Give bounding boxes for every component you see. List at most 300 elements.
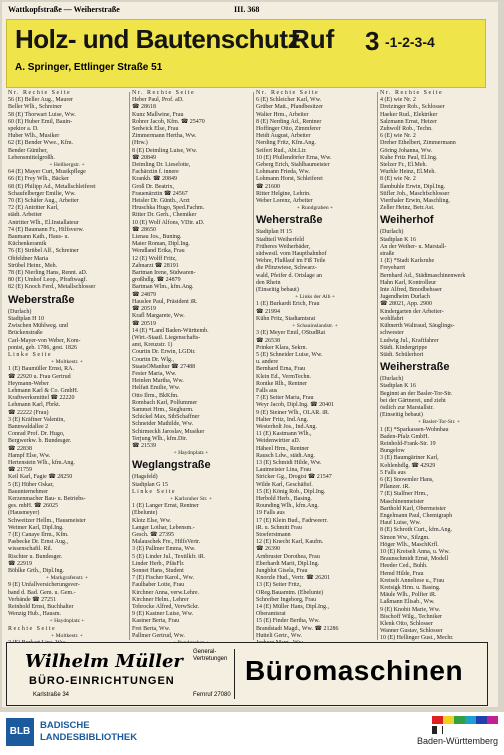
- entry-line: Jugendheim Durlach: [380, 294, 430, 301]
- entry-line: Weber Lorenz, Arbeiter: [256, 198, 313, 205]
- entry-line: Heymann-Weber: [8, 380, 49, 387]
- color-scale-bar: [432, 716, 498, 732]
- entry-line: 68 (E) Philipp Ad., Metallschleiferei: [8, 183, 96, 190]
- column-divider: [377, 92, 378, 640]
- entry-line: 15 (E) König Rob., Dipl.Ing.: [256, 488, 326, 495]
- entry-line: die Pfinzwiese, Schwarz-: [256, 265, 317, 272]
- entry-line: Hahn Karl, Kontrolleur: [380, 279, 437, 286]
- entry-line: 14 (E) *Land Baden-Württemb.: [132, 327, 209, 334]
- entry-line: Zahnarzt ☎ 28191: [132, 262, 179, 269]
- entry-line: Hemd Hilde, Frau: [380, 570, 424, 577]
- entry-line: Inte Alfred, Bmodbehsser: [380, 287, 442, 294]
- entry-line: Tobrocke Alfred, VerwSckr.: [132, 604, 200, 611]
- entry-line: Wendland Erika, Frau: [132, 248, 185, 255]
- side-heading: Nr. Rechte Seite: [256, 90, 320, 96]
- entry-line: Ritter Dr. Gerh., Chemiker: [132, 212, 197, 219]
- library-footer: [0, 712, 504, 755]
- entry-line: Lienau Jos., Buning.: [132, 234, 182, 241]
- entry-line: Lohmann Horst, Schleiferei: [256, 176, 323, 183]
- side-heading: Nr. Rechte Seite: [8, 90, 72, 96]
- entry-line: Häheel Hrm., Rentner: [256, 445, 309, 452]
- entry-line: Courtin Dr. Erwin, LGDir.: [132, 349, 196, 356]
- entry-line: Hauf Luise, Ww.: [380, 520, 421, 527]
- entry-line: Prinker Klara, Sekrn.: [256, 344, 307, 351]
- entry-line: Frauenärztin ☎ 24567: [132, 190, 188, 197]
- entry-line: (Durlach): [380, 376, 404, 383]
- entry-line: Stadtplan K 16: [380, 383, 416, 390]
- entry-line: Lehmann Karl, Fbrkt.: [8, 402, 61, 409]
- entry-line: Schaufelberger Emilie, Ww.: [8, 190, 76, 197]
- entry-line: ☎ 26538: [256, 337, 280, 344]
- entry-line: 5 (E) Hüber Oskar,: [8, 481, 54, 488]
- entry-line: Bernhard Ad., Städtmaschinenwerk: [380, 272, 466, 279]
- entry-line: Rontke Rlh., Rentner: [256, 380, 307, 387]
- banner-headline: Holz- und Bautenschutz: [15, 24, 301, 54]
- entry-line: Kuhe Fritz Paul, El.Ing.: [380, 154, 438, 161]
- entry-line: 80 (E) Umhof Leop., Pfraftwagf.: [8, 277, 88, 284]
- entry-line: Fester Maria, Ww.: [132, 370, 177, 377]
- entry-line: 8 (E) Nerding Ad., Rentner: [256, 118, 322, 125]
- entry-line: (Einseitig bebaut): [380, 412, 423, 419]
- entry-line: (Ebelunte): [132, 510, 158, 517]
- entry-line: 62 (E) Bender Wwe., Kfm.: [8, 140, 74, 147]
- entry-line: Höger Wlh., MaschKrfl.: [380, 541, 439, 548]
- entry-line: Lautmeister Lina, Frau: [256, 467, 312, 474]
- entry-line: u. andere: [256, 359, 278, 366]
- entry-line: 3 (E) Pallmer Emma, Ww.: [132, 546, 196, 553]
- entry-line: Stadtplan H 15: [256, 229, 292, 236]
- entry-line: Strübel Heinr., Meh.: [8, 262, 58, 269]
- entry-line: 3 (E) Baumgärtner Karl,: [380, 455, 439, 462]
- entry-line: Küchenkeramik: [8, 241, 47, 248]
- cross-street: + Moltkestr. +: [51, 632, 83, 639]
- entry-line: Ludwig Jul., Kraftfahrer: [380, 337, 439, 344]
- blb-logo[interactable]: BLB: [6, 718, 34, 746]
- entry-line: 9 (E) Kastner Luise, Ww.: [132, 611, 194, 618]
- entry-line: 6 (E) Schleicher Karl, Ww.: [256, 97, 322, 104]
- entry-line: Salzmann Ernst, Heizer: [380, 118, 437, 125]
- entry-line: Rombach Karl, Polfummer: [132, 399, 198, 406]
- ad-divider: [234, 649, 235, 699]
- entry-line: Frei Berta, Ww.: [132, 625, 171, 632]
- entry-line: Krankh. ☎ 20849: [132, 176, 177, 183]
- entry-line: ☎ 22838: [8, 445, 32, 452]
- entry-line: spektor a. D.: [8, 126, 39, 133]
- column-divider: [129, 92, 130, 640]
- entry-line: Stelzer Fr., El.Meh.: [380, 162, 427, 169]
- entry-line: Huber Wlh., Musiker: [8, 133, 60, 140]
- column-4: [380, 90, 498, 642]
- entry-line: 13 (E) Schmidt Hilde, Ww.: [256, 459, 322, 466]
- advert-bottom: [6, 642, 488, 706]
- entry-line: 10 (E) Pfullendörfer Erna, Ww.: [256, 154, 332, 161]
- entry-line: wohlfahrt: [380, 315, 404, 322]
- entry-line: ☎ 20519: [132, 306, 156, 313]
- street-title: Weglangstraße: [132, 459, 211, 472]
- entry-line: Antritter Wlh., El.Installateur: [8, 219, 79, 226]
- entry-line: Beller Wlh., Schreiner: [8, 104, 62, 111]
- scale-swatch-magenta: [487, 716, 498, 724]
- entry-line: 11 (E) Kastmann Wlh.,: [256, 431, 312, 438]
- cross-street: + Hellbergstr. +: [49, 162, 85, 169]
- header-street-range: Wattkopfstraße — Weiherstraße: [8, 5, 120, 14]
- entry-line: 72 (E) Antritter Karl,: [8, 205, 59, 212]
- entry-line: ☎ 20849: [132, 154, 156, 161]
- entry-line: Klein Ed., VermTechn.: [256, 373, 311, 380]
- entry-line: 9 (E) Steiner Wlh., OLAR. iR.: [256, 409, 330, 416]
- cross-street: + Schauinslandstr. +: [292, 323, 338, 330]
- entry-line: Stadtteil Weiherfeld: [256, 236, 304, 243]
- entry-line: (Durlach): [380, 229, 404, 236]
- entry-line: ☎ 28618: [132, 104, 156, 111]
- entry-line: iR. u. Schmitt Frau: [256, 524, 302, 531]
- entry-line: 10 (E) Kreiselt Anna, u. Ww.: [380, 548, 450, 555]
- entry-line: Schirmeckh Jaroslav, Musiker: [132, 428, 205, 435]
- entry-line: Freyeharrt: [380, 265, 405, 272]
- entry-line: Seifert Rud., Abt.Ltr.: [256, 147, 307, 154]
- entry-line: Pflanzer. iR.: [380, 484, 410, 491]
- entry-line: 19 Falls aus: [256, 510, 285, 517]
- entry-line: Sonnet Hans, Student: [132, 568, 184, 574]
- entry-line: Rohrer Jacob, Kfm. ☎ 25470: [132, 118, 205, 125]
- entry-line: Sammet Hrm., Sieghurm.: [132, 406, 194, 413]
- entry-line: Courtin Dr. Wlg.,: [132, 356, 175, 363]
- entry-line: Oberamtsrat: [256, 611, 286, 618]
- entry-line: Groß Dr. Beatrix,: [132, 183, 174, 190]
- entry-line: den Rhein: [256, 279, 281, 286]
- entry-line: Stadtplan K 16: [380, 236, 416, 243]
- entry-line: Hoffinger Otto, Zimmferer: [256, 126, 321, 133]
- entry-line: Hruschka Hugo, Sped.Fachm.: [132, 205, 205, 212]
- entry-line: Kerzenmacher Bau- u. Betriebs-: [8, 495, 86, 502]
- cross-street: + Moltkestr. +: [51, 359, 83, 366]
- entry-line: Baden-Pfalz GmbH.: [380, 433, 429, 440]
- ad-gen-line2: Vertretungen: [193, 656, 228, 662]
- entry-line: Zuhwolf Rob., Techn.: [380, 126, 433, 133]
- entry-line: Wehre, Flußlauf im Fiß Teile: [256, 258, 326, 265]
- entry-line: Bungelow: [380, 448, 405, 455]
- entry-line: Fachärztin f. innere: [132, 169, 179, 176]
- entry-line: Wurhle Heinz, El.Meh.: [380, 169, 436, 176]
- entry-line: (Hagsfeld): [132, 474, 158, 481]
- entry-line: Barthold Karl, Obermeister: [380, 505, 446, 512]
- entry-line: ☎ 26390: [256, 546, 280, 553]
- entry-line: Langer Lothar, Lebensm.-: [132, 524, 195, 531]
- entry-line: Klenk Otto, Schlosser: [380, 621, 433, 628]
- entry-line: wald, Pfeifer d. Ortslage an: [256, 272, 322, 279]
- entry-line: Malauschek Fre., HilfsVertr.: [132, 539, 201, 546]
- entry-line: ☎ 22920 u. Frau Gertrud: [8, 373, 71, 380]
- banner-subline: A. Springer, Ettlinger Straße 51: [15, 62, 163, 73]
- entry-line: 6 (E) wie Nr. 2: [380, 133, 416, 140]
- entry-line: 8 (E) Schroth Curt., kfm.Ang.: [380, 527, 452, 534]
- entry-line: ☎ 22919: [8, 560, 32, 567]
- scale-swatch-cyan: [465, 716, 476, 724]
- entry-line: ☎ 28021, App. 2900: [380, 301, 432, 308]
- cross-street: + Karlsruher Str. +: [169, 495, 213, 502]
- entry-line: Rausch Ldw., städt.Ang.: [256, 452, 315, 459]
- advert-banner-top: [6, 19, 486, 88]
- cross-street: + Basler-Tor-Str. +: [417, 419, 461, 426]
- library-name: [40, 720, 137, 744]
- entry-line: 64 (E) Mayer Curt, Musikpflege: [8, 169, 86, 176]
- entry-line: Heinlen Martha, Ww.: [132, 378, 184, 385]
- entry-line: Schneider Mathilde, Ww.: [132, 421, 194, 428]
- entry-line: Sedwick Else, Frau: [132, 126, 179, 133]
- entry-line: Kreisigk Hrm. u. Basing.: [380, 585, 441, 591]
- ad-address: Karlstraße 34: [33, 692, 70, 698]
- scale-swatch-yellow: [443, 716, 454, 724]
- entry-line: Schreiber Ingeborg, Frau: [256, 596, 317, 603]
- entry-line: 9 (E) Unfallversicherungsver-: [8, 582, 80, 589]
- entry-line: An der Weiher- u. Marstall-: [380, 243, 447, 250]
- entry-line: ☎ 20519: [132, 320, 156, 327]
- entry-line: 8 (E) wie Nr. 2: [380, 176, 416, 183]
- entry-line: Obfeldner Maria: [8, 255, 49, 262]
- entry-line: Ilambuhle Erwin, Dipl.Ing.: [380, 183, 446, 190]
- entry-line: (Hrw.): [132, 140, 148, 147]
- entry-line: ☎ 22222 (Frau): [8, 409, 49, 416]
- side-heading: Rechte Seite: [8, 625, 57, 632]
- entry-line: 78 (E) Nierling Hans, Rennt. aD.: [8, 270, 88, 277]
- entry-line: 3 (E) Meyer Emil, OStudRat: [256, 330, 326, 337]
- street-title: Weberstraße: [8, 293, 75, 306]
- ad-phone: Fernruf 27080: [193, 692, 231, 698]
- entry-line: Böhlke Grth., Dipl.Ing.: [8, 568, 64, 574]
- entry-line: Bender Günther,: [8, 147, 48, 154]
- entry-line: Kunz Mallwine, Frau: [132, 111, 184, 118]
- entry-line: Bartman Irene, Südwaren-: [132, 270, 196, 277]
- entry-line: Jungblut Gisela, Frau: [256, 568, 308, 574]
- entry-line: Stifler Joh., Maschfschlosser: [380, 190, 450, 197]
- entry-line: Walter Hrm., Arbeiter: [256, 111, 309, 118]
- entry-line: Wenzig Hub., Hausm.: [8, 611, 62, 618]
- entry-line: 12 (E) Wolff Fritz,: [132, 255, 177, 262]
- entry-line: Knorzle Hud., Vertr. ☎ 26201: [256, 575, 331, 582]
- entry-line: ges. mbH. ☎ 26025: [8, 503, 58, 510]
- banner-ruf-suffix: -1-2-3-4: [385, 34, 435, 50]
- entry-line: Hampf Else, Ww.: [8, 452, 51, 459]
- ad-general-agencies: [193, 649, 227, 663]
- entry-line: ☎ 21759: [8, 467, 32, 474]
- entry-line: Westerholt Jos., Ind.Ang.: [256, 423, 317, 430]
- entry-line: Herbold Herb., Basing.: [256, 495, 312, 502]
- street-title: Weherstraße: [256, 214, 323, 227]
- entry-line: 76 (E) Strübel Alf., Schreiner: [8, 248, 79, 255]
- entry-line: Zimmermann Hertha, Ww.: [132, 133, 197, 140]
- entry-line: 14 (E) Müller Hans, Dipl.Ing.,: [256, 604, 329, 611]
- entry-line: 56 (E) Beller Aug., Maurer: [8, 97, 73, 104]
- cross-street: + Haydnplatz +: [49, 618, 85, 625]
- entry-line: Wanner Gustav, Schlosser: [380, 628, 443, 635]
- entry-line: Pasbecke Dr. Ernst Aug.,: [8, 539, 68, 546]
- entry-line: 1 (E) *Stadt Karlsruhe: [380, 258, 435, 265]
- scale-swatch-green: [454, 716, 465, 724]
- entry-line: Laßmann Elisab., Ww.: [380, 599, 435, 606]
- entry-line: ☎ 21600: [256, 183, 280, 190]
- entry-line: Lebensmittelgroßh.: [8, 154, 55, 161]
- entry-line: Dreizinger Rob., Schlosser: [380, 104, 445, 111]
- entry-line: ponist, geb. 1786, gest. 1826: [8, 344, 77, 351]
- entry-line: Lohmann Frieda, Ww.: [256, 169, 310, 176]
- entry-line: Verbände ☎ 27251: [8, 596, 57, 603]
- entry-line: Faulhaber Lotte, Frau: [132, 582, 185, 589]
- entry-line: Bauunternehmer: [8, 488, 48, 495]
- entry-line: Engelmann Paul, Chemigraph: [380, 512, 453, 519]
- entry-line: 8 (E) Deimling Luise, Ww.: [132, 147, 198, 154]
- entry-line: Brandstadt Magd., Ww. ☎ 21286: [256, 625, 339, 632]
- entry-line: ☎ 21994: [256, 308, 280, 315]
- entry-line: Stricker Gg., Drogist ☎ 21547: [256, 474, 332, 481]
- entry-line: Geberg Erich, Stahlbaumeister: [256, 162, 330, 169]
- entry-line: Braunschmidt Ernst, Modell: [380, 556, 449, 563]
- entry-line: Stoeferstmann: [256, 531, 291, 538]
- entry-line: Zeller Heinz, Betr.Ast.: [380, 205, 435, 212]
- entry-line: Baumann Kath., Haus- u.: [8, 234, 69, 241]
- entry-line: band d. Bad. Gem. u. Gem.-: [8, 589, 76, 596]
- entry-line: 74 (E) Baumann Fr., Hilfsverw.: [8, 226, 84, 233]
- entry-line: Weyr Jacob, Dipl.Ing. ☎ 20401: [256, 402, 335, 409]
- scale-ruler: [432, 726, 443, 734]
- entry-line: südwestl. vom Hauptbahnhof: [256, 251, 327, 258]
- entry-line: Hertenstein Wlh., kfm.Ang.: [8, 459, 75, 466]
- cross-street: + Markgrafenstr. +: [45, 575, 89, 582]
- side-heading: Linke Seite: [8, 351, 52, 358]
- directory-page: [2, 2, 498, 707]
- entry-line: Schweitzer Hellm., Hausmeister: [8, 517, 86, 524]
- entry-line: Reinhold Ernst, Buchhalter: [8, 604, 74, 611]
- entry-line: Otto Ilrm., BkKfm.: [132, 392, 179, 399]
- entry-line: Stadtplan G 15: [132, 481, 168, 488]
- library-line1: BADISCHE: [40, 720, 90, 731]
- entry-line: großhdlg. ☎ 24879: [132, 277, 181, 284]
- entry-line: Kühn Fritz, Stadtamtsrat: [256, 315, 316, 322]
- entry-line: Bannwaldallee 2: [8, 423, 49, 430]
- region-label: Baden-Württemberg: [416, 736, 498, 746]
- entry-line: Brückenstraße: [8, 330, 43, 337]
- scale-swatch-blue: [476, 716, 487, 724]
- entry-line: Früheres Weiherbäder,: [256, 243, 311, 250]
- entry-line: Vierthaler Erwin, Maschling.: [380, 198, 450, 205]
- entry-line: Halter Fritz, Ind.Ang.: [256, 416, 309, 423]
- entry-line: Hutteli Gertr., Ww.: [256, 632, 302, 639]
- entry-line: 60 (E) Huber Emil, Bauin-: [8, 118, 73, 125]
- entry-line: Zwischen Mühlweg. und: [8, 323, 68, 330]
- entry-line: 58 (E) Thorwart Luise, Ww.: [8, 111, 76, 118]
- entry-line: Maschinenmeister: [380, 498, 424, 505]
- entry-line: Kastner Berta, Frau: [132, 618, 180, 625]
- entry-line: 17 (E) Klein Bud., Fadrweerr.: [256, 517, 328, 524]
- entry-line: 70 (E) Schäfer Aug., Arbeiter: [8, 198, 79, 205]
- entry-line: Eberhardt Marit, Dipl.Ing.: [256, 560, 320, 567]
- entry-line: Conrad Prof. Dr. Hugo,: [8, 431, 65, 438]
- street-title: Weiherstraße: [380, 361, 450, 374]
- entry-line: wissenschaftl. Ril.: [8, 546, 53, 553]
- side-heading: Nr. Rechte Seite: [380, 90, 444, 96]
- street-title: Weiherhof: [380, 214, 434, 227]
- entry-line: 15 (E) Finder Bertha, Ww.: [256, 618, 320, 625]
- entry-line: 1 (E) *Sparkassen-Wohnbau: [380, 426, 449, 433]
- entry-line: 5 (E) Schneider Luise, Ww.: [256, 351, 323, 358]
- entry-line: Wilde Karl, Geschäftsf.: [256, 481, 313, 488]
- entry-line: Rischter u. Bundesger.: [8, 553, 63, 560]
- cross-street: + Haydnplatz +: [173, 450, 209, 457]
- entry-line: amt, Kreuzstr. 1): [132, 342, 173, 349]
- entry-line: 3 (E) Kräftner Valentin,: [8, 416, 65, 423]
- entry-line: Schickel Max, StbSchaffner: [132, 414, 200, 421]
- entry-line: Weidenwirtier aD.: [256, 438, 301, 445]
- entry-line: 9 (E) Knobit Marie, Ww.: [380, 606, 441, 613]
- ad-gen-line1: General-: [193, 649, 217, 655]
- column-2: [132, 90, 250, 642]
- entry-line: Linder Herb., PfäsFlr.: [132, 560, 185, 567]
- entry-line: 12 (E) Knecht Karl, Kaufm.: [256, 539, 324, 546]
- entry-line: Bergwerkw. b. Bundesger.: [8, 438, 72, 445]
- entry-line: Kreiselt Anneliese u., Frau: [380, 577, 445, 584]
- entry-line: OReg.Bauamtm. (Ebelunte): [256, 589, 324, 596]
- entry-line: Falls aus: [256, 387, 278, 394]
- entry-line: Lehmann Karl & Co. GmbH.: [8, 387, 79, 394]
- entry-line: Helfatt Emilie, Ww.: [132, 385, 181, 392]
- column-3: [256, 90, 374, 642]
- entry-line: ☎ 21539: [132, 442, 156, 449]
- entry-line: bei der Gärtnerei, und zieht: [380, 397, 446, 404]
- entry-line: straße: [380, 251, 395, 258]
- entry-line: Kirchner Anna, verw.Lehre.: [132, 589, 200, 596]
- entry-line: Carl-Mayer-von Weber, Kom-: [8, 337, 81, 344]
- entry-line: Rounding Wlh., kfm.Ang.: [256, 503, 319, 510]
- entry-line: 7 (E) Seiter Maria, Frau: [256, 395, 314, 402]
- entry-line: Göring Johanna, Ww.: [380, 147, 433, 154]
- ad-company-name: Wilhelm Müller: [25, 651, 183, 672]
- entry-line: Heisler Dr. Günth., Arzt: [132, 198, 190, 205]
- entry-line: 13 (E) Seiter Fritz,: [256, 582, 301, 589]
- entry-line: Mäule Wlh., Polfier iR.: [380, 592, 437, 599]
- entry-line: städt. Arbeiter: [8, 212, 42, 219]
- entry-line: Heeder Ced., Buhh.: [380, 563, 428, 570]
- banner-ruf-label: Ruf: [291, 24, 335, 54]
- entry-line: Krafl Margarete, Ww.: [132, 313, 185, 320]
- ad-office-machines: Büromaschinen: [245, 655, 464, 686]
- entry-line: 1 (E) Langer Ernst, Rentner: [132, 503, 199, 510]
- entry-line: Heber Paul, Prof. aD.: [132, 97, 184, 104]
- entry-line: 82 (E) Knoch Ferd., Metallschlosser: [8, 284, 96, 291]
- entry-line: 6 (E) Snowmler Hans,: [380, 476, 434, 483]
- entry-line: 5 Falls aus: [380, 469, 406, 476]
- entry-line: Weimer Karl, Dipl.Ing.: [8, 524, 64, 531]
- entry-line: Nerding Fritz, Kfm.Ang.: [256, 140, 316, 147]
- entry-line: ☎ 28650: [132, 226, 156, 233]
- cross-street: + Links der Alb +: [295, 294, 335, 301]
- entry-line: Städt. Schülerhort: [380, 351, 424, 358]
- entry-line: Kirchner Helm., Lehrer: [132, 596, 189, 603]
- entry-line: 5 (E) Linder Jul., Textilkfr. iR.: [132, 553, 206, 560]
- entry-line: Kraftwerksmittel ☎ 22220: [8, 395, 75, 402]
- entry-line: Reinhold-Frank-Str. 19: [380, 440, 436, 447]
- header-page-number: III. 368: [234, 5, 260, 14]
- entry-line: schwester: [380, 330, 404, 337]
- entry-line: Bischoff Wilg., Techniker: [380, 613, 442, 620]
- side-heading: Linke Seite: [132, 488, 176, 495]
- entry-line: 4 (E) wie Nr. 2: [380, 97, 416, 104]
- entry-line: Bernhard Erna, Frau: [256, 366, 306, 373]
- entry-line: 1 (E) Burkardt Erich, Frau: [256, 301, 320, 308]
- side-heading: Nr. Rechte Seite: [132, 90, 196, 96]
- entry-line: 66 (E) Frey Wlh., Bäcker: [8, 176, 69, 183]
- entry-line: StaatsOManhur ☎ 27488: [132, 363, 196, 370]
- entry-line: Stadtplan H 10: [8, 315, 44, 322]
- entry-line: 10 (E) Hellinger Gust., Mechr.: [380, 635, 454, 642]
